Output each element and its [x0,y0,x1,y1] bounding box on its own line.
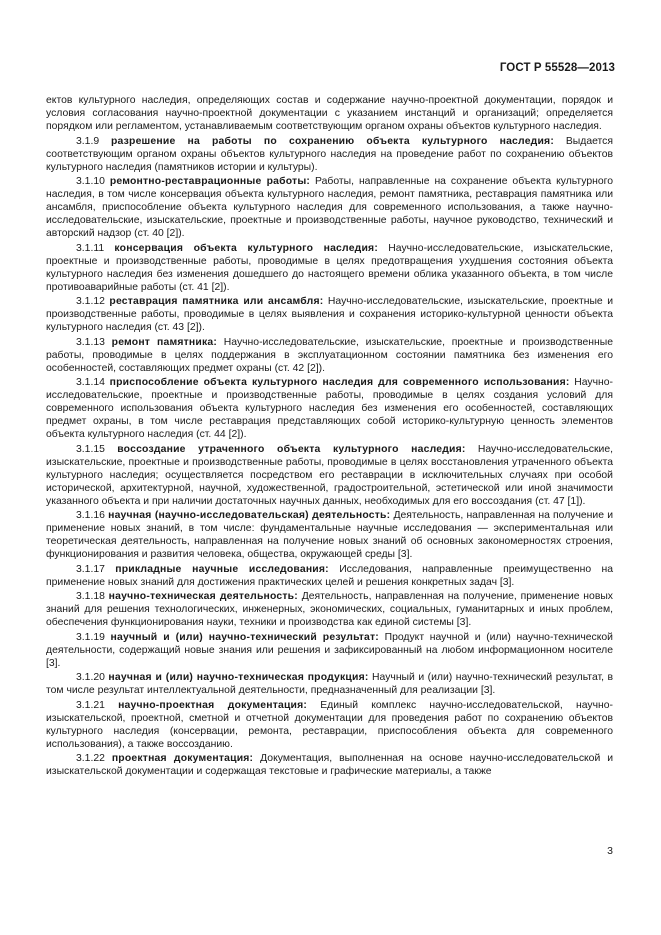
clause-number: 3.1.22 [76,753,105,764]
clause-number: 3.1.9 [76,135,100,147]
clause-number: 3.1.10 [76,176,105,187]
definition-text: Продукт научной и (или) научно-технической деятельности, содержащий новые знания или решения и зафиксированный на любом информационном носителе [3]. [46,631,613,669]
term: научная (научно-исследовательская) деятельность: [108,510,391,521]
document-body [46,94,613,780]
clause-number: 3.1.13 [76,336,105,348]
definition-text: Научно-исследовательские, изыскательские, проектные и производственные работы, проводимые в целях предотвращения ухудшения состояния объекта культурного наследия без изменения дошедшего до настоящего времени облика указанного объекта, в том числе противоаварийные работы (ст. 41 [2]). [46,242,614,293]
term: научная и (или) научно-техническая продукция: [108,672,369,683]
definition-3-1-11 [46,242,613,294]
clause-number: 3.1.14 [76,377,105,388]
definition-3-1-15 [46,443,613,508]
paragraph-continuation [46,94,613,133]
definition-3-1-13 [46,336,613,375]
clause-number: 3.1.19 [76,631,105,643]
term: приспособление объекта культурного наследия для современного использования: [109,377,570,388]
definition-3-1-18 [46,590,613,629]
standard-designation: ГОСТ Р 55528—2013 [499,62,615,74]
definition-text: Научно-исследовательские, изыскательские, проектные и производственные работы, проводимые в целях выявления и сохранения историко-культурной ценности объекта культурного наследия (ст. 43 [2]). [46,296,614,333]
term: проектная документация: [111,753,254,764]
definition-text: Единый комплекс научно-исследовательской, научно-изыскательской, проектной, сметной и отчетной документации для проведения работ по сохранению объектов культурного наследия (консервации, ремонта, реставрации, приспособления объекта для современного использования), а также воссозданию. [46,699,613,750]
clause-number: 3.1.15 [76,443,105,455]
definition-3-1-17 [46,563,613,589]
clause-number: 3.1.17 [76,563,105,575]
clause-number: 3.1.11 [76,242,105,254]
definition-text: Работы, направленные на сохранение объекта культурного наследия, в том числе консервация объекта культурного наследия, ремонт памятника, реставрация памятника или ансамбля, приспособление объекта культурного наследия для современного использования, а также научно-исследовательские, изыскательские, проектные и производственные работы, научное руководство, технический и авторский надзор (ст. 40 [2]). [46,176,613,239]
definition-3-1-22 [46,752,613,778]
definition-text: Документация, выполненная на основе научно-исследовательской и изыскательской документации и содержащая текстовые и графические материалы, а также [46,753,613,777]
term: консервация объекта культурного наследия: [114,242,378,254]
term: научно-проектная документация: [118,699,308,711]
term: ремонтно-реставрационные работы: [109,176,311,187]
clause-number: 3.1.20 [76,672,105,683]
definition-text: Деятельность, направленная на получение и применение новых знаний, в том числе: фундаментальные научные исследования — экспериментальная или теоретическая деятельность, направленная на получение новых знаний об основных закономерностях строения, функционирования и развития человека, общества, окружающей среды [3]. [46,510,614,560]
definition-text: Деятельность, направленная на получение, применение новых знаний для решения технологических, инженерных, экономических, социальных, гуманитарных и иных проблем, обеспечения функционирования науки, техники и производства как единой системы [3]. [46,591,613,628]
definition-3-1-19 [46,631,613,670]
term: разрешение на работы по сохранению объекта культурного наследия: [111,135,554,147]
clause-number: 3.1.16 [76,510,105,521]
definition-text: Научно-исследовательские, изыскательские, проектные и производственные работы, проводимые в целях поддержания в эксплуатационном состоянии памятника без изменения его особенностей, составляющих предмет охраны (ст. 42 [2]). [46,336,613,374]
paragraph-text: ектов культурного наследия, определяющих состав и содержание научно-проектной документации, порядок и условия согласования научно-проектной документации с указанием инстанций и организаций; определяется порядком или регламентом, устанавливаемым соответствующим органом охраны объектов культурного наследия. [46,95,613,132]
definition-text: Исследования, направленные преимущественно на применение новых знаний для достижения практических целей и решения конкретных задач [3]. [46,563,614,588]
term: научно-техническая деятельность: [108,591,298,602]
definition-text: Научный и (или) научно-технический результат, в том числе результат интеллектуальной деятельности, предназначенный для реализации [3]. [46,672,614,696]
term: прикладные научные исследования: [115,563,329,575]
clause-number: 3.1.12 [76,296,105,307]
definition-3-1-20 [46,671,613,697]
clause-number: 3.1.21 [76,699,105,711]
term: реставрация памятника или ансамбля: [109,296,324,307]
definition-text: Научно-исследовательские, изыскательские, проектные и производственные работы, проводимые в целях восстановления утраченного объекта культурного наследия; осуществляется посредством его реставрации в исключительных случаях при особой исторической, архитектурной, научной, художественной, градостроительной, эстетической или иной значимости указанного объекта и при наличии достаточных научных данных, необходимых для его воссоздания (ст. 47 [1]). [46,443,614,507]
definition-3-1-9 [46,135,613,174]
term: ремонт памятника: [111,336,218,348]
page-number: 3 [607,845,613,857]
definition-3-1-12 [46,295,613,334]
clause-number: 3.1.18 [76,591,105,602]
definition-3-1-21 [46,699,613,751]
definition-text: Выдается соответствующим органом охраны объектов культурного наследия на проведение работ по сохранению объектов культурного наследия (памятников истории и культуры). [46,135,613,173]
term: воссоздание утраченного объекта культурного наследия: [117,443,466,455]
term: научный и (или) научно-технический результат: [110,631,379,643]
definition-text: Научно-исследовательские, проектные и производственные работы, проводимые в целях создания условий для современного использования объекта культурного наследия без изменения его особенностей, составляющих предмет охраны, в том числе реставрация представляющих собой историко-культурную ценность элементов объекта культурного наследия (ст. 44 [2]). [46,377,613,440]
definition-3-1-14 [46,376,613,441]
definition-3-1-16 [46,509,613,561]
definition-3-1-10 [46,175,613,240]
